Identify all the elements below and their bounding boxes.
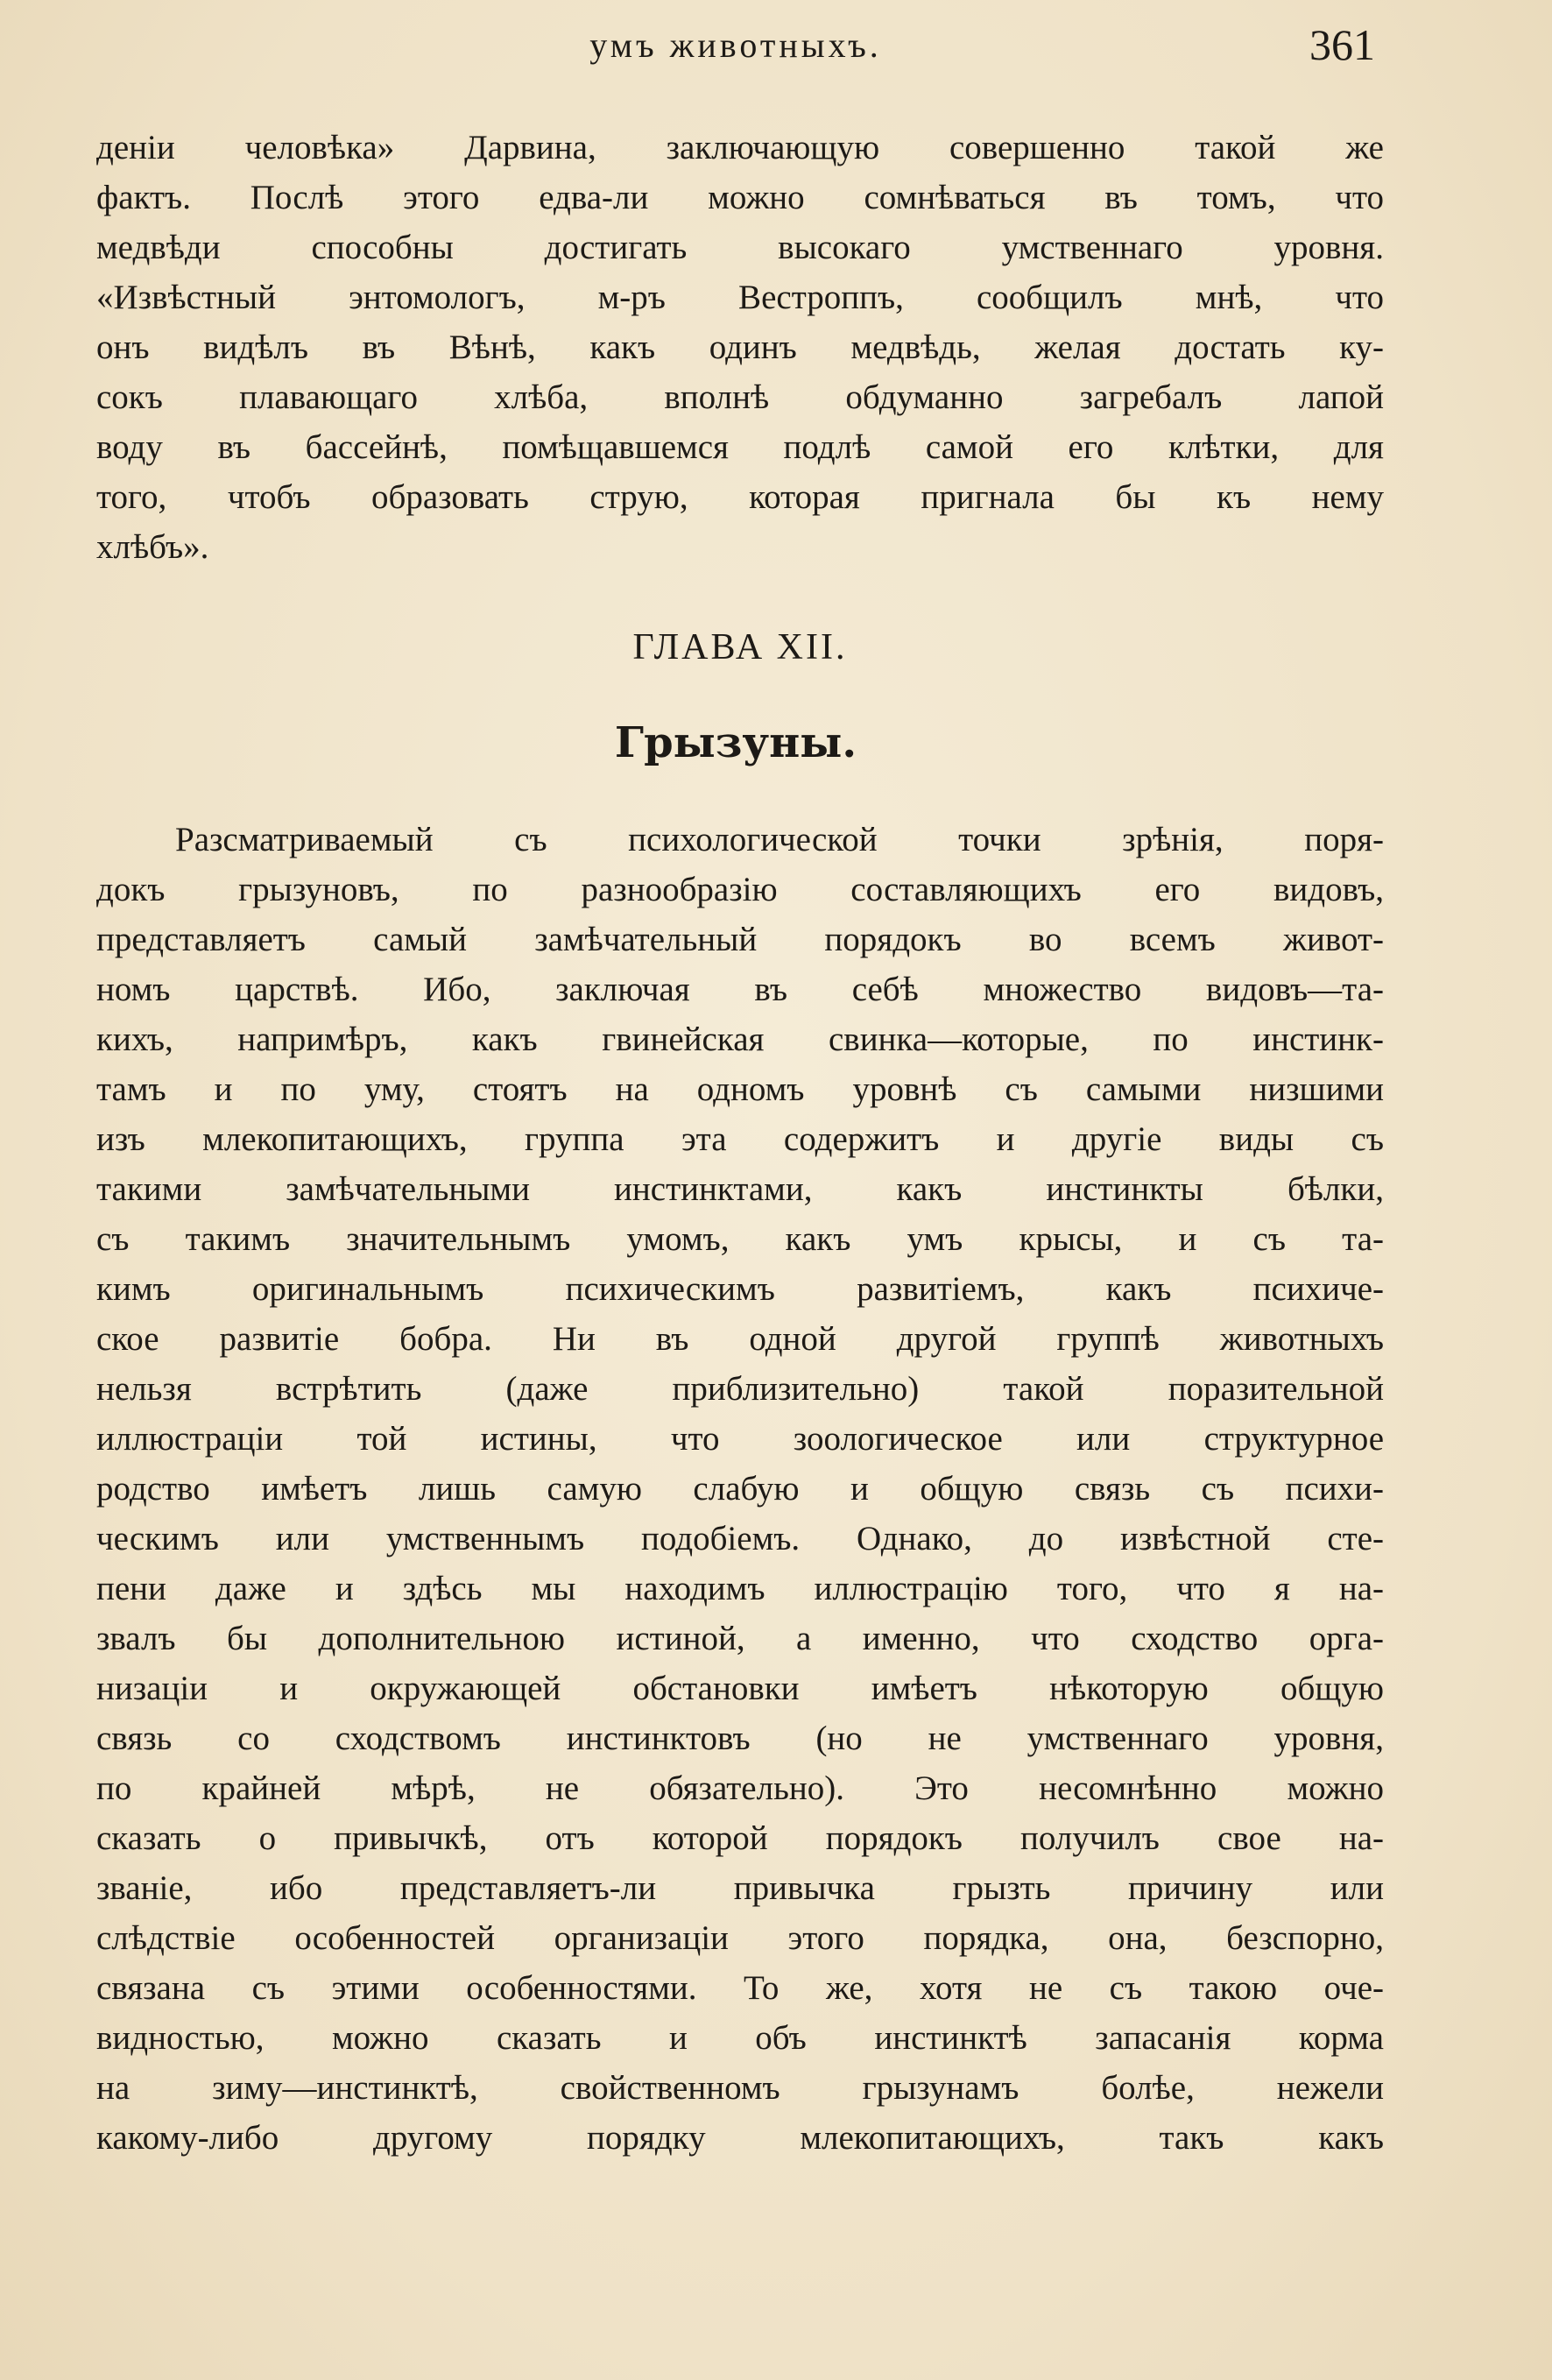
text-line: кихъ, напримѣръ, какъ гвинейская свинка—которые, по инстинк- bbox=[96, 1021, 1384, 1058]
text-line: званіе, ибо представляетъ-ли привычка грызть причину или bbox=[96, 1869, 1384, 1907]
text-line: иллюстраціи той истины, что зоологическое или структурное bbox=[96, 1420, 1384, 1458]
text-line: Разсматриваемый съ психологической точки зрѣнія, поря- bbox=[175, 821, 1384, 858]
text-line: тамъ и по уму, стоятъ на одномъ уровнѣ съ самыми низшими bbox=[96, 1070, 1384, 1108]
chapter-title: Грызуны. bbox=[614, 718, 857, 767]
text-line: родство имѣетъ лишь самую слабую и общую связь съ психи- bbox=[96, 1470, 1384, 1508]
text-line: ское развитіе бобра. Ни въ одной другой группѣ животныхъ bbox=[96, 1320, 1384, 1358]
text-line: низаціи и окружающей обстановки имѣетъ нѣкоторую общую bbox=[96, 1670, 1384, 1707]
text-line: того, чтобъ образовать струю, которая пригнала бы къ нему bbox=[96, 478, 1384, 516]
text-line: связана съ этими особенностями. То же, хотя не съ такою оче- bbox=[96, 1969, 1384, 2007]
text-line: сокъ плавающаго хлѣба, вполнѣ обдуманно загребалъ лапой bbox=[96, 378, 1384, 416]
text-line: докъ грызуновъ, по разнообразію составляющихъ его видовъ, bbox=[96, 871, 1384, 908]
chapter-label: ГЛАВА XII. bbox=[632, 627, 848, 667]
text-line: онъ видѣлъ въ Вѣнѣ, какъ одинъ медвѣдь, желая достать ку- bbox=[96, 328, 1384, 366]
text-line: кимъ оригинальнымъ психическимъ развитіемъ, какъ психиче- bbox=[96, 1270, 1384, 1308]
text-line: видностью, можно сказать и объ инстинктѣ запасанія корма bbox=[96, 2019, 1384, 2057]
text-line: номъ царствѣ. Ибо, заключая въ себѣ множество видовъ—та- bbox=[96, 971, 1384, 1008]
text-line: звалъ бы дополнительною истиной, а именно, что сходство орга- bbox=[96, 1620, 1384, 1657]
text-line: такими замѣчательными инстинктами, какъ инстинкты бѣлки, bbox=[96, 1170, 1384, 1208]
text-line: хлѣбъ». bbox=[96, 528, 209, 566]
text-line: на зиму—инстинктѣ, свойственномъ грызунамъ болѣе, нежели bbox=[96, 2069, 1384, 2107]
text-line: какому-либо другому порядку млекопитающихъ, такъ какъ bbox=[96, 2119, 1384, 2157]
top-paragraph bbox=[96, 123, 1384, 572]
running-head bbox=[96, 20, 1375, 77]
text-line: ческимъ или умственнымъ подобіемъ. Однако, до извѣстной сте- bbox=[96, 1520, 1384, 1557]
text-line: воду въ бассейнѣ, помѣщавшемся подлѣ самой его клѣтки, для bbox=[96, 428, 1384, 466]
text-line: изъ млекопитающихъ, группа эта содержитъ и другіе виды съ bbox=[96, 1120, 1384, 1158]
text-line: нельзя встрѣтить (даже приблизительно) такой поразительной bbox=[96, 1370, 1384, 1408]
text-line: представляетъ самый замѣчательный порядокъ во всемъ живот- bbox=[96, 921, 1384, 958]
text-line: «Извѣстный энтомологъ, м-ръ Веcтроппъ, сообщилъ мнѣ, что bbox=[96, 279, 1384, 316]
text-line: съ такимъ значительнымъ умомъ, какъ умъ крысы, и съ та- bbox=[96, 1220, 1384, 1258]
text-line: фактъ. Послѣ этого едва-ли можно сомнѣваться въ томъ, что bbox=[96, 179, 1384, 216]
text-line: слѣдствіе особенностей организаціи этого порядка, она, безспорно, bbox=[96, 1919, 1384, 1957]
text-line: деніи человѣка» Дарвина, заключающую совершенно такой же bbox=[96, 129, 1384, 166]
main-paragraph bbox=[96, 815, 1384, 2163]
text-line: пени даже и здѣсь мы находимъ иллюстрацію того, что я на- bbox=[96, 1570, 1384, 1607]
running-title: умъ животныхъ. bbox=[589, 25, 882, 65]
text-line: медвѣди способны достигать высокаго умственнаго уровня. bbox=[96, 229, 1384, 266]
text-line: сказать о привычкѣ, отъ которой порядокъ получилъ свое на- bbox=[96, 1819, 1384, 1857]
page-number: 361 bbox=[1309, 20, 1375, 69]
text-line: связь со сходствомъ инстинктовъ (но не умственнаго уровня, bbox=[96, 1720, 1384, 1757]
text-line: по крайней мѣрѣ, не обязательно). Это несомнѣнно можно bbox=[96, 1769, 1384, 1807]
